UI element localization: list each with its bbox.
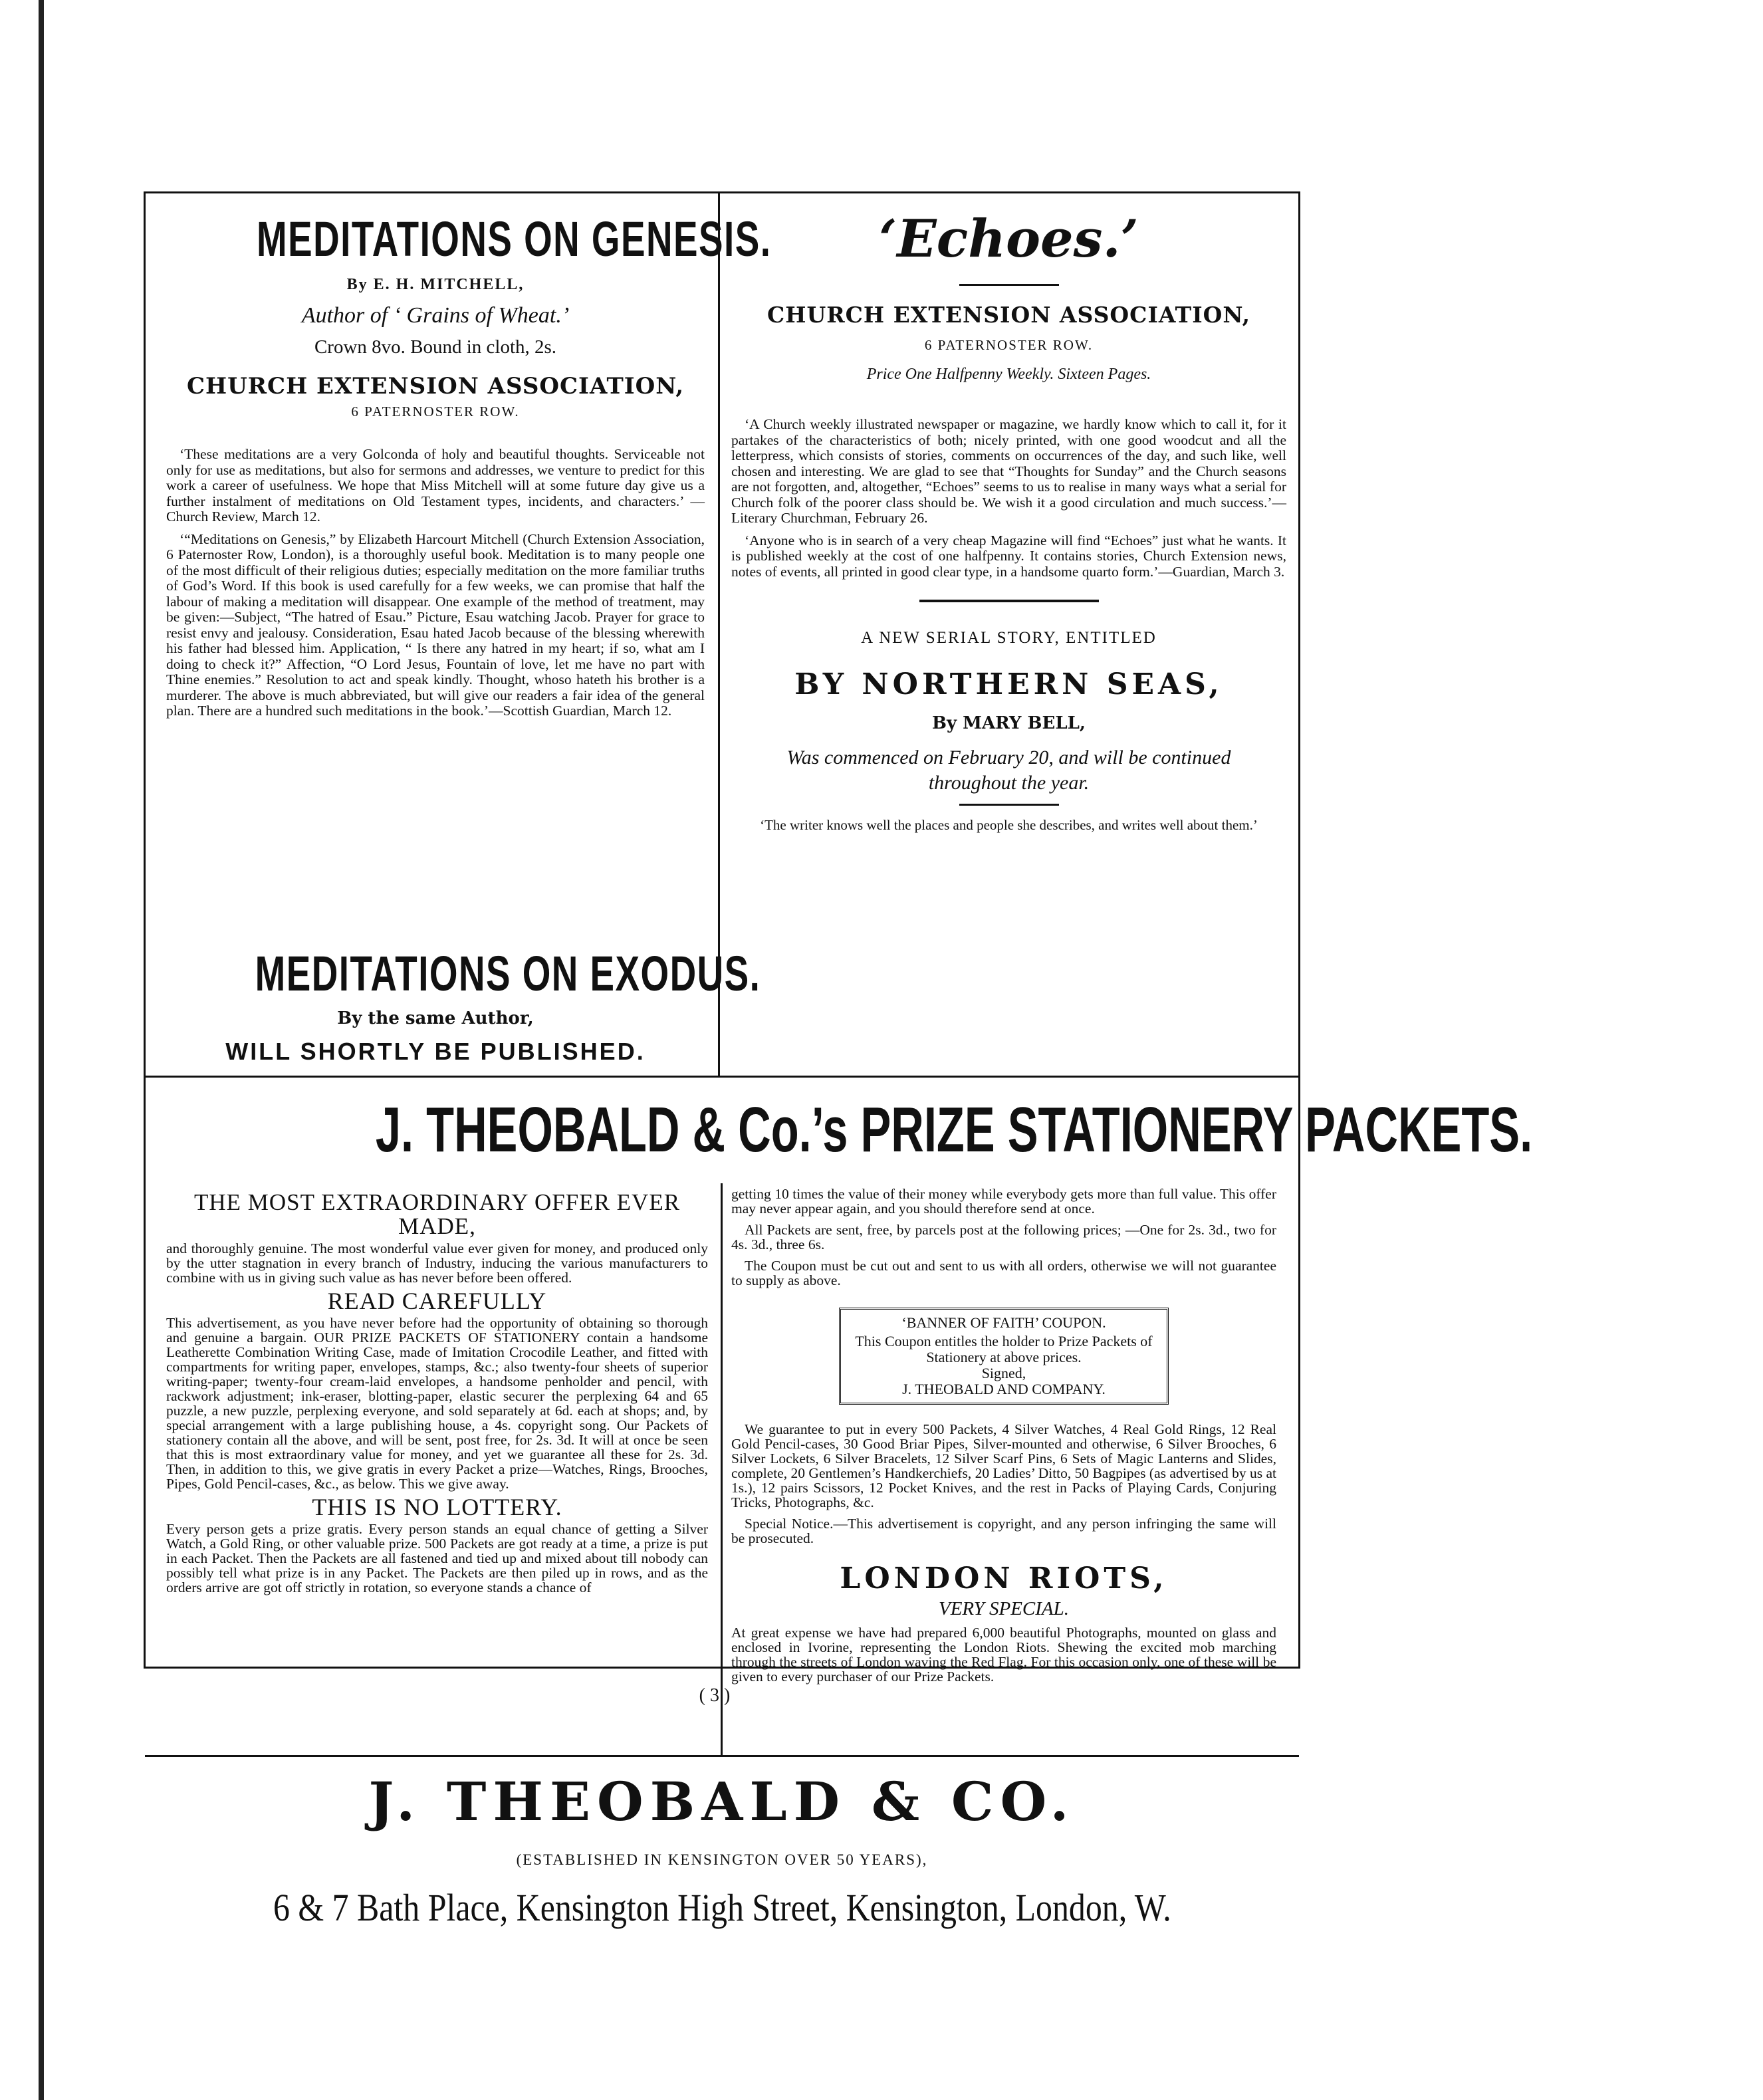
prize-guarantee: We guarantee to put in every 500 Packets, 4 Silver Watches, 4 Real Gold Rings, 12 Real Gold Pencil-cases, 30 Good Briar Pipes, Silver-mounted and otherwise, 6 Silver Brooches, 6 Silver Lockets, 6 Silver Bracelets, 12 Silver Scarf Pins, 6 Sets of Magic Lanterns and Slides, complete, 20 Gentlemen’s Handkerchiefs, 20 Ladies’ Ditto, 50 Bagpipes (as advertised by us at 1s.), 12 pairs Scissors, 12 Pocket Knives, and the rest in Packs of Playing Cards, Conjuring Tricks, Photographs, &c. (731, 1421, 1276, 1510)
exodus-title: MEDITATIONS ON EXODUS. (255, 946, 761, 1001)
no-lottery-heading: THIS IS NO LOTTERY. (312, 1494, 562, 1520)
exodus-block (166, 941, 761, 1066)
read-carefully-text: This advertisement, as you have never before had the opportunity of obtaining so thorough and genuine a bargain. OUR PRIZE PACKETS OF STATIONERY contain a handsome Leatherette Combination Writing Case, made of Imitation Crocodile Leather, and fitted with compartments for writing paper, envelopes, stamps, &c.; also twenty-four sheets of superior writing-paper; twenty-four cream-laid envelopes, a handsome penholder and pencil, with rackwork adjustment; ink-eraser, blotting-paper, elastic securer the perplexing 64 and 65 puzzle, a new puzzle, perplexing everyone, and sold separately at 6d. each at shops; and, by special arrangement with a large publishing house, a 4s. copyright song. Our Packets of stationery contain all the above, and will be sent, post free, for 2s. 3d. It will at once be seen that this is most extraordinary value for money, and yet we guarantee all these for 2s. 3d. Then, in addition to this, we give gratis in every Packet a prize—Watches, Rings, Brooches, Pipes, Gold Pencil-cases, &c., as below. This we give away. (166, 1315, 708, 1492)
section-rule-bottom (145, 1755, 1299, 1757)
coupon-title: ‘BANNER OF FAITH’ COUPON. (901, 1314, 1106, 1331)
page-binding-edge (39, 0, 44, 2100)
serial-rule-bottom (959, 804, 1059, 806)
echoes-title: ‘Echoes.’ (879, 209, 1139, 269)
serial-note: Was commenced on February 20, and will be continued throughout the year. (786, 747, 1231, 794)
coupon-signer: J. THEOBALD AND COMPANY. (902, 1381, 1106, 1397)
company-address-wrap (145, 1881, 1299, 1934)
prize-guarantee-text (731, 1422, 1276, 1546)
company-name: J. THEOBALD & CO. (368, 1770, 1076, 1833)
echoes-address: 6 PATERNOSTER ROW. (924, 337, 1094, 353)
theobald-headline: J. THEOBALD & Co.’s PRIZE STATIONERY PACKETS. (375, 1094, 1533, 1165)
theobald-headline-wrap (145, 1084, 1533, 1177)
offer-continued-text (731, 1187, 1276, 1288)
genesis-format: Crown 8vo. Bound in cloth, 2s. (314, 336, 557, 358)
echoes-price: Price One Halfpenny Weekly. Sixteen Pages. (866, 366, 1151, 383)
genesis-review-scottish-guardian: ‘“Meditations on Genesis,” by Elizabeth Harcourt Mitchell (Church Extension Association, 6 Paternoster Row, London), is a thoroughly useful book. Meditation is to many people one of the most difficult of their religious duties; especially meditation on the more familiar truths of God’s Word. If this book is used carefully for a few weeks, we can promise that half the labour of making a meditation will disappear. One example of the method of treatment, may be given:—Subject, “The hatred of Esau.” Picture, Esau watching Jacob. Prayer for grace to resist envy and jealousy. Consideration, Esau hated Jacob because of the blessing wherewith his father had blessed him. Application, “ Is there any hatred in my heart; if so, what am I doing to check it?” Affection, “O Lord Jesus, Fountain of love, let me have no part with Thine enemies.” Resolution to act and speak kindly. Thought, whoso hateth his brother is a murderer. The above is much abbreviated, but will give our readers a fair idea of the general plan. There are a hundred such meditations in the book.’—Scottish Guardian, March 12. (166, 530, 705, 719)
london-riots-subheading: VERY SPECIAL. (938, 1598, 1070, 1619)
genesis-title: MEDITATIONS ON GENESIS. (257, 211, 772, 267)
section-rule-middle (145, 1076, 1299, 1078)
company-address: 6 & 7 Bath Place, Kensington High Street, Kensington, London, W. (273, 1886, 1171, 1929)
echoes-review-literary-churchman: ‘A Church weekly illustrated newspaper or magazine, we hardly know which to call it, for it partakes of the characteristics of both; nicely printed, with one good woodcut and all the letterpress, which consists of stories, comments on occurrences of the day, and such like, well chosen and interesting. We are glad to see that “Thoughts for Sunday” and the Church seasons are not forgotten, and, altogether, “Echoes” seems to us to realise in many ways what a serial for Church folk of the poorer class should be. We wish it a good circulation and much success.’—Literary Churchman, February 26. (731, 416, 1286, 526)
theobald-right (731, 1187, 1276, 1684)
echoes-publisher: CHURCH EXTENSION ASSOCIATION, (767, 302, 1250, 328)
genesis-byline: By E. H. MITCHELL, (346, 276, 525, 293)
serial-title: BY NORTHERN SEAS, (794, 667, 1223, 701)
exodus-byline: By the same Author, (337, 1008, 534, 1028)
genesis-publisher: CHURCH EXTENSION ASSOCIATION, (186, 373, 685, 400)
read-carefully-heading: READ CAREFULLY (327, 1288, 547, 1314)
echoes-review-guardian: ‘Anyone who is in search of a very cheap Magazine will find “Echoes” just what he wants. It is published weekly at the cost of one halfpenny. It contains stories, Church Extension news, notes of events, all printed in good clear type, in a handsome quarto form.’—Guardian, March 3. (731, 532, 1286, 580)
offer-coupon-note: The Coupon must be cut out and sent to us with all orders, otherwise we will not guarantee to supply as above. (731, 1258, 1276, 1288)
serial-quote: ‘The writer knows well the places and people she describes, and writes well about them.’ (760, 817, 1258, 833)
banner-of-faith-coupon[interactable] (839, 1308, 1169, 1405)
company-established: (ESTABLISHED IN KENSINGTON OVER 50 YEARS), (516, 1851, 928, 1868)
genesis-author-of: Author of ‘ Grains of Wheat.’ (301, 303, 570, 328)
echoes-reviews (731, 417, 1286, 580)
offer-prices: All Packets are sent, free, by parcels post at the following prices; —One for 2s. 3d., two for 4s. 3d., three 6s. (731, 1222, 1276, 1252)
company-name-wrap (145, 1772, 1299, 1869)
serial-rule-top (919, 600, 1099, 602)
genesis-review-church-review: ‘These meditations are a very Golconda of holy and beautiful thoughts. Serviceable not only for use as meditations, but also for sermons and addresses, we venture to predict for this work a career of usefulness. We hope that Miss Mitchell will at some future day give us a further instalment of meditations on Old Testament types, incidents, and characters.’ — Church Review, March 12. (166, 446, 705, 525)
no-lottery-text: Every person gets a prize gratis. Every person stands an equal chance of getting a Silver Watch, a Gold Ring, or other valuable prize. 500 Packets are got ready at a time, a prize is put in each Packet. Then the Packets are all fastened and tied up and mixed about till nobody can possibly tell what prize is in any Packet. The Packets are then piled up in rows, and as the orders arrive are got off strictly in rotation, so everyone stands a chance of (166, 1521, 708, 1595)
special-notice: Special Notice.—This advertisement is copyright, and any person infringing the same will be prosecuted. (731, 1516, 1276, 1546)
genesis-reviews (166, 447, 705, 719)
theobald-left (166, 1187, 708, 1595)
left-column (166, 203, 772, 726)
echoes-rule (959, 284, 1059, 286)
genesis-address: 6 PATERNOSTER ROW. (351, 404, 520, 419)
coupon-signed: Signed, (981, 1365, 1026, 1381)
london-riots-text: At great expense we have had prepared 6,000 beautiful Photographs, mounted on glass and enclosed in Ivorine, representing the London Riots. Shewing the excited mob marching through the streets of London waving the Red Flag. For this occasion only, one of these will be given to every purchaser of our Prize Packets. (731, 1625, 1276, 1685)
offer-continued-p1: getting 10 times the value of their money while everybody gets more than full value. This offer may never appear again, and you should therefore send at once. (731, 1186, 1276, 1217)
offer-text: and thoroughly genuine. The most wonderful value ever given for money, and produced only by the utter stagnation in every branch of Industry, inducing the various manufacturers to combine with us in giving such value as has never before been offered. (166, 1240, 708, 1286)
exodus-note: WILL SHORTLY BE PUBLISHED. (225, 1038, 646, 1065)
serial-intro: A NEW SERIAL STORY, ENTITLED (861, 629, 1157, 647)
london-riots-heading: LONDON RIOTS, (840, 1562, 1168, 1595)
right-column (731, 203, 1286, 833)
serial-author: By MARY BELL, (932, 713, 1086, 733)
offer-heading: THE MOST EXTRAORDINARY OFFER EVER MADE, (193, 1189, 681, 1239)
page-number: ( 3 ) (699, 1685, 731, 1706)
coupon-text: This Coupon entitles the holder to Prize Packets of Stationery at above prices. (855, 1333, 1153, 1365)
column-divider-bottom (721, 1183, 723, 1755)
